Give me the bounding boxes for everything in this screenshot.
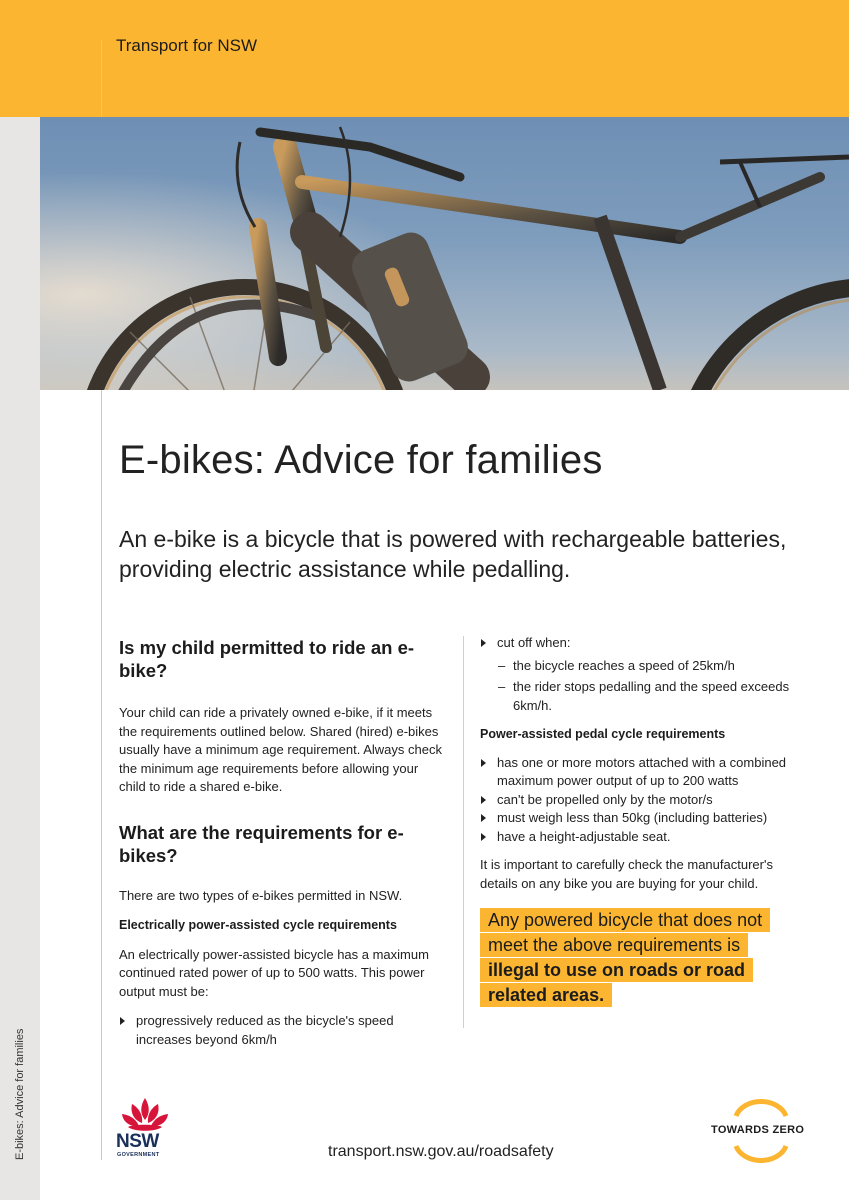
nsw-logo-sub: GOVERNMENT: [117, 1152, 160, 1158]
permission-body: Your child can ride a privately owned e-bike, if it meets the requirements outlined below. Shared (hired) e-bikes usually have a minimum age requirement. Always check the minimum age requirements before allowing your child to ride a shared e-bike.: [119, 705, 442, 794]
footer-url[interactable]: transport.nsw.gov.au/roadsafety: [328, 1143, 554, 1160]
header-band: [0, 0, 849, 117]
ebike-illustration: [40, 117, 849, 390]
cutoff-list: [480, 634, 810, 653]
papc-heading: Power-assisted pedal cycle requirements: [480, 727, 726, 741]
list-item: can't be propelled only by the motor/s: [480, 791, 810, 810]
epac-list: [119, 1012, 444, 1049]
epac-body: An electrically power-assisted bicycle has a maximum continued rated power of up to 500 watts. This power output must be:: [119, 946, 429, 999]
list-item: – the bicycle reaches a speed of 25km/h: [480, 657, 810, 676]
cutoff-sublist: [480, 657, 810, 716]
list-item: has one or more motors attached with a combined maximum power output of up to 200 watts: [480, 754, 810, 791]
brand-name: Transport for NSW: [116, 36, 258, 55]
requirements-heading: What are the requirements for e-bikes?: [119, 821, 404, 866]
warning-callout: [480, 908, 780, 1008]
page-title: E-bikes: Advice for families: [119, 438, 603, 482]
side-label: E-bikes: Advice for families: [14, 1028, 26, 1160]
column-divider: [463, 636, 464, 1028]
lead-paragraph: An e-bike is a bicycle that is powered with rechargeable batteries, providing electric assistance while pedalling.: [119, 526, 787, 582]
callout-text: [480, 908, 770, 1007]
list-item: progressively reduced as the bicycle's speed increases beyond 6km/h: [119, 1012, 444, 1049]
check-advice: It is important to carefully check the manufacturer's details on any bike you are buying for your child.: [480, 857, 773, 891]
list-item: – the rider stops pedalling and the speed exceeds 6km/h.: [480, 678, 810, 715]
epac-heading: Electrically power-assisted cycle requirements: [119, 918, 397, 932]
nsw-logo-text: NSW: [116, 1131, 159, 1152]
requirements-intro: There are two types of e-bikes permitted in NSW.: [119, 887, 403, 903]
list-item: have a height-adjustable seat.: [480, 828, 810, 847]
callout-bold: illegal to use on roads or road related areas.: [488, 960, 746, 1005]
right-column: [480, 634, 810, 893]
hero-image: [40, 117, 849, 390]
towards-zero-text: TOWARDS ZERO: [711, 1124, 805, 1136]
list-item: must weigh less than 50kg (including batteries): [480, 809, 810, 828]
left-column: [119, 636, 444, 1049]
permission-heading: Is my child permitted to ride an e-bike?: [119, 637, 415, 681]
papc-list: [480, 754, 810, 847]
callout-plain: Any powered bicycle that does not meet the above requirements is: [488, 910, 763, 955]
list-item: cut off when:: [480, 634, 810, 653]
